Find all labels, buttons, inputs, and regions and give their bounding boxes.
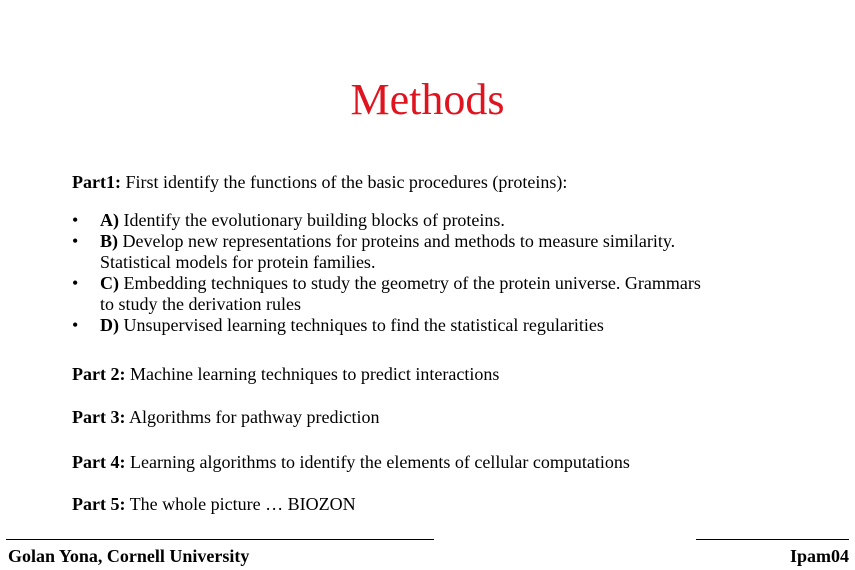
bullet-dot-icon: • bbox=[72, 273, 79, 293]
part2-label: Part 2: bbox=[72, 364, 126, 384]
bullet-text: Unsupervised learning techniques to find the statistical regularities bbox=[123, 315, 604, 335]
bullet-item-c bbox=[72, 273, 812, 315]
part2-line bbox=[72, 363, 499, 385]
part3-text: Algorithms for pathway prediction bbox=[129, 407, 380, 427]
bullet-label: B) bbox=[100, 231, 118, 251]
bullet-dot-icon: • bbox=[72, 231, 79, 251]
bullet-text: Identify the evolutionary building blocks of proteins. bbox=[123, 210, 505, 230]
bullet-dot-icon: • bbox=[72, 315, 79, 335]
part2-text: Machine learning techniques to predict interactions bbox=[129, 364, 500, 384]
bullet-dot-icon: • bbox=[72, 210, 79, 230]
bullet-label: C) bbox=[100, 273, 119, 293]
bullet-item-a bbox=[72, 210, 812, 231]
part1-label: Part1: bbox=[72, 172, 121, 192]
part5-line bbox=[72, 493, 356, 515]
part4-label: Part 4: bbox=[72, 452, 126, 472]
bullet-text: Embedding techniques to study the geometry of the protein universe. Grammars bbox=[123, 273, 701, 293]
bullet-item-b bbox=[72, 231, 812, 273]
bullet-item-d bbox=[72, 315, 812, 336]
bullet-text: Develop new representations for proteins and methods to measure similarity. bbox=[122, 231, 676, 251]
part4-text: Learning algorithms to identify the elements of cellular computations bbox=[129, 452, 630, 472]
bullet-label: A) bbox=[100, 210, 119, 230]
bullet-text-continued: Statistical models for protein families. bbox=[100, 252, 376, 272]
bullet-label: D) bbox=[100, 315, 119, 335]
part1-text: First identify the functions of the basic procedures (proteins): bbox=[125, 172, 568, 192]
part4-line bbox=[72, 451, 630, 473]
part5-text: The whole picture … BIOZON bbox=[129, 494, 356, 514]
footer-author: Golan Yona, Cornell University bbox=[8, 546, 250, 566]
bullet-text-continued: to study the derivation rules bbox=[100, 294, 301, 314]
slide-title: Methods bbox=[350, 75, 505, 124]
part1-line bbox=[72, 171, 567, 193]
bullet-list bbox=[72, 210, 812, 336]
part3-label: Part 3: bbox=[72, 407, 126, 427]
footer-rule-left bbox=[6, 539, 434, 540]
part3-line bbox=[72, 406, 379, 428]
footer-rule-right bbox=[696, 539, 849, 540]
footer-event: Ipam04 bbox=[789, 546, 849, 566]
part5-label: Part 5: bbox=[72, 494, 126, 514]
